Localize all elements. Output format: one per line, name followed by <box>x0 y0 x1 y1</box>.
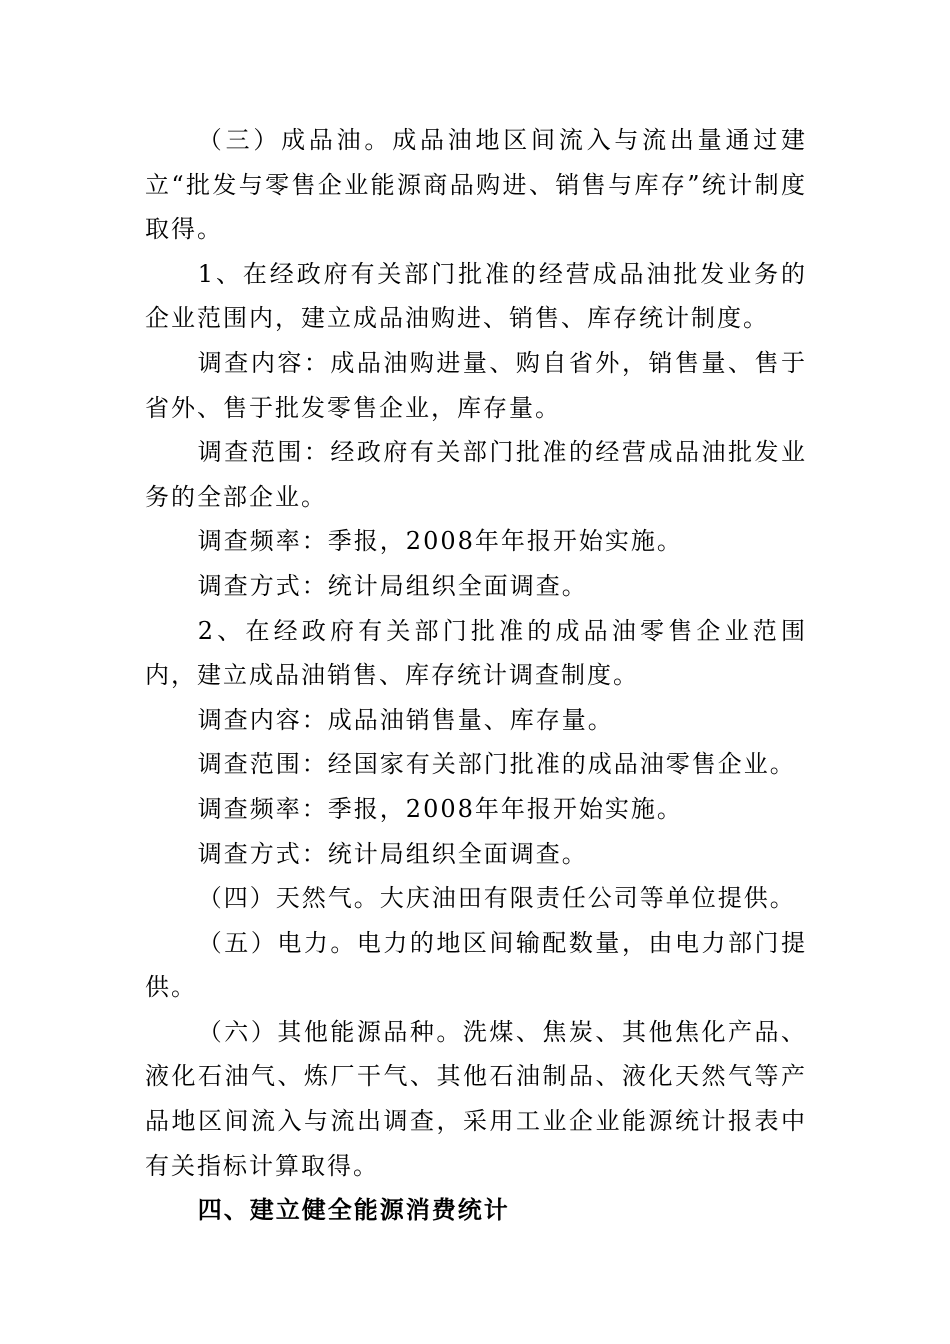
paragraph-survey-method-2: 调查方式：统计局组织全面调查。 <box>197 839 588 868</box>
paragraph-survey-scope-1: 调查范围：经政府有关部门批准的经营成品油批发业务的全部企业。 <box>145 438 807 511</box>
paragraph-survey-frequency-2: 调查频率：季报，2008年年报开始实施。 <box>197 794 683 823</box>
paragraph-survey-method-1: 调查方式：统计局组织全面调查。 <box>197 571 588 600</box>
paragraph-wholesale-scope: 1、在经政府有关部门批准的经营成品油批发业务的企业范围内，建立成品油购进、销售、库存统计制度。 <box>145 259 807 333</box>
paragraph-survey-scope-2: 调查范围：经国家有关部门批准的成品油零售企业。 <box>197 750 796 779</box>
document-page <box>145 118 807 1233</box>
paragraph-retail-scope: 2、在经政府有关部门批准的成品油零售企业范围内，建立成品油销售、库存统计调查制度。 <box>145 616 807 690</box>
paragraph-refined-oil: （三）成品油。成品油地区间流入与流出量通过建立“批发与零售企业能源商品购进、销售与库存”统计制度取得。 <box>145 126 807 244</box>
paragraph-survey-content-1: 调查内容：成品油购进量、购自省外，销售量、售于省外、售于批发零售企业，库存量。 <box>145 348 807 422</box>
paragraph-other-energy: （六）其他能源品种。洗煤、焦炭、其他焦化产品、液化石油气、炼厂干气、其他石油制品、液化天然气等产品地区间流入与流出调查，采用工业企业能源统计报表中有关指标计算取得。 <box>145 1017 807 1180</box>
paragraph-survey-content-2: 调查内容：成品油销售量、库存量。 <box>197 705 614 734</box>
paragraph-electricity: （五）电力。电力的地区间输配数量，由电力部门提供。 <box>145 928 807 1002</box>
paragraph-natural-gas: （四）天然气。大庆油田有限责任公司等单位提供。 <box>197 884 796 913</box>
section-heading: 四、建立健全能源消费统计 <box>197 1196 510 1225</box>
paragraph-survey-frequency-1: 调查频率：季报，2008年年报开始实施。 <box>197 527 683 556</box>
